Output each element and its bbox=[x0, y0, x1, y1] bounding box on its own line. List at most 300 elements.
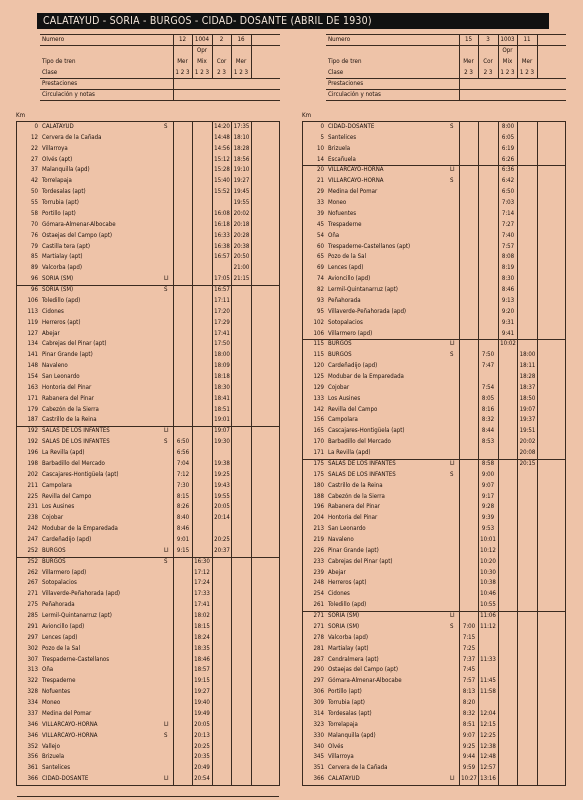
table-row bbox=[17, 437, 279, 448]
header-label: Prestaciones bbox=[328, 80, 364, 87]
time-cell: 9:31 bbox=[501, 318, 515, 326]
table-row bbox=[17, 220, 279, 231]
station-cell: Moneo bbox=[328, 199, 347, 207]
table-row bbox=[303, 263, 565, 274]
flag-cell: S bbox=[450, 470, 454, 478]
time-cell: 16:57 bbox=[214, 253, 230, 261]
time-cell: 7:57 bbox=[462, 677, 476, 685]
station-cell: Brizuela bbox=[328, 144, 351, 152]
time-cell: 7:57 bbox=[501, 242, 515, 250]
km-cell: 188 bbox=[313, 492, 324, 500]
time-cell: 15:12 bbox=[214, 155, 230, 163]
header-cell: Mer bbox=[521, 58, 533, 65]
station-cell: Villarroya bbox=[42, 144, 68, 152]
time-cell: 18:56 bbox=[233, 155, 250, 163]
column-divider bbox=[459, 34, 460, 100]
time-cell: 19:55 bbox=[233, 199, 250, 207]
km-cell: 242 bbox=[27, 525, 38, 533]
time-cell: 20:02 bbox=[519, 438, 536, 446]
station-cell: Navaleno bbox=[328, 536, 354, 544]
time-cell: 7:47 bbox=[481, 362, 495, 370]
km-cell: 171 bbox=[27, 394, 38, 402]
header-label: Tipo de tren bbox=[42, 58, 76, 65]
table-row bbox=[303, 589, 565, 600]
km-cell: 12 bbox=[31, 133, 38, 141]
station-cell: Navaleno bbox=[42, 362, 68, 370]
table-row bbox=[303, 502, 565, 513]
table-row bbox=[17, 285, 279, 296]
table-row bbox=[303, 220, 565, 231]
time-cell: 12:15 bbox=[480, 720, 496, 728]
time-cell: 8:46 bbox=[501, 286, 515, 294]
section-divider bbox=[17, 426, 279, 427]
left-timetable bbox=[16, 34, 280, 786]
km-cell: 225 bbox=[27, 492, 38, 500]
km-cell: 290 bbox=[313, 666, 324, 674]
station-cell: Brizuela bbox=[42, 753, 65, 761]
km-cell: 192 bbox=[27, 427, 38, 435]
time-cell: 14:56 bbox=[214, 144, 230, 152]
km-cell: 58 bbox=[31, 209, 38, 217]
header-row bbox=[302, 89, 566, 100]
time-cell: 17:41 bbox=[214, 329, 230, 337]
table-row bbox=[303, 611, 565, 622]
table-row bbox=[17, 568, 279, 579]
km-cell: 302 bbox=[27, 644, 38, 652]
station-cell: Abejar bbox=[42, 329, 60, 337]
station-cell: BURGOS bbox=[328, 340, 352, 348]
time-cell: 20:02 bbox=[233, 209, 250, 217]
station-cell: Olvés bbox=[328, 742, 344, 750]
time-cell: 17:50 bbox=[214, 340, 230, 348]
station-cell: Trespaderne-Castellanos bbox=[42, 655, 110, 663]
table-row bbox=[17, 731, 279, 742]
station-cell: Nofuentes bbox=[42, 688, 71, 696]
table-row bbox=[17, 546, 279, 557]
table-row bbox=[17, 155, 279, 166]
header-cell: 15 bbox=[464, 36, 473, 43]
station-cell: Villarmero (apd) bbox=[42, 568, 87, 576]
station-cell: Abejar bbox=[328, 568, 346, 576]
table-row bbox=[303, 470, 565, 481]
table-row bbox=[17, 296, 279, 307]
time-cell: 18:11 bbox=[519, 362, 536, 370]
km-cell: 163 bbox=[27, 383, 38, 391]
time-cell: 8:51 bbox=[462, 720, 476, 728]
flag-cell: S bbox=[450, 351, 454, 359]
station-cell: BURGOS bbox=[42, 546, 66, 554]
time-cell: 8:13 bbox=[462, 688, 476, 696]
km-cell: 328 bbox=[27, 688, 38, 696]
time-cell: 18:51 bbox=[214, 405, 230, 413]
km-cell: 69 bbox=[317, 264, 324, 272]
km-cell: 156 bbox=[313, 416, 324, 424]
time-cell: 18:00 bbox=[519, 351, 536, 359]
time-cell: 12:57 bbox=[480, 764, 496, 772]
station-cell: Valcorba (apd) bbox=[42, 264, 82, 272]
km-cell: 361 bbox=[27, 764, 38, 772]
station-cell: Los Ausines bbox=[42, 503, 75, 511]
station-cell: Rabanera del Pinar bbox=[42, 394, 94, 402]
table-row bbox=[303, 394, 565, 405]
table-row bbox=[303, 655, 565, 666]
header-cell: 1 2 3 bbox=[233, 69, 249, 76]
station-cell: Villaverde-Peñahorada (apd) bbox=[328, 307, 407, 315]
time-cell: 19:43 bbox=[214, 481, 230, 489]
section-divider bbox=[303, 165, 565, 166]
header-label: Numero bbox=[328, 36, 351, 43]
table-row bbox=[17, 383, 279, 394]
table-row bbox=[17, 415, 279, 426]
station-cell: Herreros (apt) bbox=[42, 318, 81, 326]
time-cell: 18:10 bbox=[233, 133, 250, 141]
station-cell: Santelices bbox=[328, 133, 357, 141]
table-row bbox=[303, 307, 565, 318]
table-row bbox=[17, 187, 279, 198]
time-cell: 18:50 bbox=[519, 394, 536, 402]
header-cell: Cor bbox=[483, 58, 493, 65]
km-cell: 115 bbox=[313, 340, 324, 348]
time-cell: 7:03 bbox=[501, 199, 515, 207]
time-cell: 8:15 bbox=[176, 492, 190, 500]
flag-cell: LI bbox=[450, 459, 455, 467]
station-cell: Medina del Pomar bbox=[42, 709, 92, 717]
time-cell: 18:30 bbox=[214, 383, 230, 391]
km-cell: 345 bbox=[313, 753, 324, 761]
km-cell: 213 bbox=[313, 525, 324, 533]
time-cell: 10:02 bbox=[500, 340, 516, 348]
km-cell: 278 bbox=[313, 633, 324, 641]
table-row bbox=[303, 144, 565, 155]
station-cell: Los Ausines bbox=[328, 394, 361, 402]
km-cell: 356 bbox=[27, 753, 38, 761]
time-cell: 20:28 bbox=[233, 231, 250, 239]
time-cell: 7:00 bbox=[462, 622, 476, 630]
km-cell: 287 bbox=[313, 655, 324, 663]
table-row bbox=[303, 633, 565, 644]
time-cell: 7:27 bbox=[501, 220, 515, 228]
station-cell: Revilla del Campo bbox=[328, 405, 378, 413]
time-cell: 6:42 bbox=[501, 177, 515, 185]
km-cell: 148 bbox=[27, 362, 38, 370]
flag-cell: LI bbox=[164, 720, 169, 728]
station-cell: Santelices bbox=[42, 764, 71, 772]
section-divider bbox=[303, 339, 565, 340]
table-row bbox=[17, 361, 279, 372]
table-row bbox=[17, 133, 279, 144]
station-cell: Portillo (apt) bbox=[328, 688, 362, 696]
station-cell: Olvés (apt) bbox=[42, 155, 73, 163]
header-cell: 2 3 bbox=[483, 69, 493, 76]
km-cell: 170 bbox=[313, 438, 324, 446]
flag-cell: LI bbox=[164, 775, 169, 783]
station-cell: VILLARCAYO-HORNA bbox=[42, 720, 98, 728]
table-row bbox=[303, 481, 565, 492]
km-cell: 119 bbox=[27, 318, 38, 326]
km-cell: 37 bbox=[31, 166, 38, 174]
station-cell: SALAS DE LOS INFANTES bbox=[328, 459, 396, 467]
time-cell: 12:38 bbox=[480, 742, 496, 750]
km-cell: 275 bbox=[27, 601, 38, 609]
table-row bbox=[17, 600, 279, 611]
table-row bbox=[17, 752, 279, 763]
km-cell: 20 bbox=[317, 166, 324, 174]
table-row bbox=[303, 426, 565, 437]
time-cell: 8:00 bbox=[501, 123, 515, 130]
km-cell: 252 bbox=[27, 557, 38, 565]
time-cell: 15:40 bbox=[214, 177, 230, 185]
table-row bbox=[303, 296, 565, 307]
time-cell: 20:38 bbox=[233, 242, 250, 250]
station-cell: Valcorba (apd) bbox=[328, 633, 368, 641]
km-cell: 141 bbox=[27, 351, 38, 359]
station-cell: SORIA (SM) bbox=[328, 622, 360, 630]
table-row bbox=[303, 155, 565, 166]
time-cell: 20:50 bbox=[233, 253, 250, 261]
time-cell: 18:35 bbox=[194, 644, 210, 652]
time-cell: 7:54 bbox=[481, 383, 495, 391]
km-cell: 198 bbox=[27, 459, 38, 467]
time-cell: 9:01 bbox=[176, 536, 190, 544]
km-cell: 125 bbox=[313, 372, 324, 380]
km-cell: 106 bbox=[27, 296, 38, 304]
km-cell: 0 bbox=[320, 123, 324, 130]
km-cell: 50 bbox=[31, 188, 38, 196]
time-cell: 16:08 bbox=[214, 209, 230, 217]
station-cell: La Revilla (apd) bbox=[42, 449, 85, 457]
time-cell: 7:40 bbox=[501, 231, 515, 239]
time-cell: 19:55 bbox=[214, 492, 230, 500]
time-cell: 20:25 bbox=[194, 742, 210, 750]
station-cell: Cabrejas del Pinar (apt) bbox=[42, 340, 107, 348]
header-row bbox=[302, 78, 566, 89]
station-cell: Oña bbox=[328, 231, 340, 239]
table-row bbox=[303, 742, 565, 753]
km-cell: 306 bbox=[313, 688, 324, 696]
time-cell: 8:44 bbox=[481, 427, 495, 435]
table-row bbox=[303, 361, 565, 372]
km-cell: 76 bbox=[31, 231, 38, 239]
section-divider bbox=[303, 459, 565, 460]
station-cell: Castilla tera (apt) bbox=[42, 242, 91, 250]
header-cell: 1 2 3 bbox=[500, 69, 515, 76]
time-cell: 8:08 bbox=[501, 253, 515, 261]
flag-cell: LI bbox=[164, 427, 169, 435]
column-divider bbox=[192, 34, 193, 78]
time-cell: 20:13 bbox=[194, 731, 210, 739]
table-row bbox=[17, 589, 279, 600]
time-cell: 9:39 bbox=[481, 514, 495, 522]
rule bbox=[326, 89, 566, 90]
station-cell: Cervera de la Cañada bbox=[328, 764, 388, 772]
time-cell: 20:08 bbox=[519, 449, 536, 457]
table-row bbox=[17, 492, 279, 503]
km-cell: 192 bbox=[27, 438, 38, 446]
km-cell: 96 bbox=[31, 275, 38, 283]
time-cell: 19:45 bbox=[233, 188, 250, 196]
flag-cell: S bbox=[164, 438, 168, 446]
table-row bbox=[17, 122, 279, 133]
station-cell: San Leonardo bbox=[42, 372, 80, 380]
time-cell: 18:28 bbox=[519, 372, 536, 380]
time-cell: 7:12 bbox=[176, 470, 190, 478]
table-row bbox=[303, 763, 565, 774]
time-cell: 16:18 bbox=[214, 220, 230, 228]
table-row bbox=[303, 720, 565, 731]
km-cell: 297 bbox=[27, 633, 38, 641]
station-cell: Pozo de la Sal bbox=[42, 644, 80, 652]
time-cell: 20:35 bbox=[194, 753, 210, 761]
km-cell: 196 bbox=[313, 503, 324, 511]
time-cell: 18:46 bbox=[194, 655, 210, 663]
table-row bbox=[303, 568, 565, 579]
km-cell: 262 bbox=[27, 568, 38, 576]
station-cell: Modubar de la Emparedada bbox=[328, 372, 404, 380]
time-cell: 9:41 bbox=[501, 329, 515, 337]
time-cell: 18:09 bbox=[214, 362, 230, 370]
table-row bbox=[303, 133, 565, 144]
table-row bbox=[303, 731, 565, 742]
km-cell: 89 bbox=[31, 264, 38, 272]
station-cell: CIDAD-DOSANTE bbox=[42, 775, 89, 783]
km-cell: 70 bbox=[31, 220, 38, 228]
header-cell: 12 bbox=[178, 36, 187, 43]
table-row bbox=[303, 644, 565, 655]
time-cell: 17:11 bbox=[214, 296, 230, 304]
time-cell: 8:40 bbox=[176, 514, 190, 522]
header-cell: 1 2 3 bbox=[519, 69, 535, 76]
rule bbox=[40, 89, 280, 90]
time-cell: 13:16 bbox=[480, 775, 496, 783]
station-cell: CALATAYUD bbox=[42, 123, 74, 130]
flag-cell: S bbox=[164, 286, 168, 294]
km-cell: 39 bbox=[317, 209, 324, 217]
table-row bbox=[17, 557, 279, 568]
time-cell: 8:20 bbox=[462, 699, 476, 707]
table-row bbox=[303, 622, 565, 633]
time-cell: 17:12 bbox=[194, 568, 210, 576]
station-cell: Modubar de la Emparedada bbox=[42, 525, 118, 533]
km-cell: 366 bbox=[313, 775, 324, 783]
station-cell: Torrubia (apt) bbox=[328, 699, 365, 707]
time-cell: 6:26 bbox=[501, 155, 515, 163]
km-cell: 233 bbox=[313, 557, 324, 565]
km-cell: 142 bbox=[313, 405, 324, 413]
table-row bbox=[303, 209, 565, 220]
time-cell: 21:15 bbox=[233, 275, 250, 283]
time-cell: 17:35 bbox=[233, 123, 250, 130]
time-cell: 9:59 bbox=[462, 764, 476, 772]
table-row bbox=[303, 176, 565, 187]
table-row bbox=[17, 231, 279, 242]
station-cell: Martialay (apt) bbox=[42, 253, 83, 261]
km-cell: 55 bbox=[31, 199, 38, 207]
station-cell: SALAS DE LOS INFANTES bbox=[42, 427, 110, 435]
table-row bbox=[17, 394, 279, 405]
time-cell: 11:58 bbox=[480, 688, 496, 696]
flag-cell: LI bbox=[450, 166, 455, 174]
time-cell: 7:25 bbox=[462, 644, 476, 652]
header-cell: 16 bbox=[237, 36, 245, 43]
time-cell: 9:44 bbox=[462, 753, 476, 761]
table-row bbox=[303, 318, 565, 329]
table-row bbox=[303, 231, 565, 242]
table-row bbox=[17, 339, 279, 350]
time-cell: 8:16 bbox=[481, 405, 495, 413]
header-cell: Mer bbox=[235, 58, 247, 65]
km-cell: 307 bbox=[27, 655, 38, 663]
km-cell: 106 bbox=[313, 329, 324, 337]
time-cell: 7:37 bbox=[462, 655, 476, 663]
time-cell: 19:07 bbox=[519, 405, 536, 413]
km-cell: 322 bbox=[27, 677, 38, 685]
km-cell: 54 bbox=[317, 231, 324, 239]
table-row bbox=[17, 426, 279, 437]
station-cell: Trespaderne bbox=[42, 677, 76, 685]
table-row bbox=[303, 492, 565, 503]
km-cell: 352 bbox=[27, 742, 38, 750]
km-cell: 14 bbox=[317, 155, 324, 163]
table-row bbox=[303, 187, 565, 198]
time-cell: 8:58 bbox=[481, 459, 495, 467]
km-cell: 334 bbox=[27, 699, 38, 707]
km-cell: 226 bbox=[313, 546, 324, 554]
flag-cell: S bbox=[450, 123, 454, 130]
km-cell: 271 bbox=[313, 612, 324, 620]
table-row bbox=[303, 198, 565, 209]
station-cell: Hontoria del Pinar bbox=[328, 514, 378, 522]
table-row bbox=[17, 459, 279, 470]
table-row bbox=[303, 405, 565, 416]
km-cell: 113 bbox=[27, 307, 38, 315]
rule bbox=[326, 78, 566, 79]
km-cell: 45 bbox=[317, 220, 324, 228]
rule bbox=[40, 78, 280, 79]
station-cell: Campolara bbox=[328, 416, 358, 424]
km-cell: 239 bbox=[313, 568, 324, 576]
km-cell: 102 bbox=[313, 318, 324, 326]
time-cell: 19:01 bbox=[214, 416, 230, 424]
km-cell: 127 bbox=[27, 329, 38, 337]
station-cell: La Revilla (apd) bbox=[328, 449, 371, 457]
time-cell: 16:30 bbox=[194, 557, 210, 565]
header-cell: Mix bbox=[502, 58, 513, 65]
header-row bbox=[302, 45, 566, 56]
header-cell: 1004 bbox=[194, 36, 210, 43]
time-cell: 11:45 bbox=[480, 677, 496, 685]
station-cell: Rabanera del Pinar bbox=[328, 503, 380, 511]
flag-cell: S bbox=[164, 123, 168, 130]
flag-cell: S bbox=[450, 622, 454, 630]
station-cell: Cascajares-Hontigüela (apt) bbox=[328, 427, 405, 435]
time-cell: 19:38 bbox=[214, 459, 230, 467]
station-cell: Pinar Grande (apt) bbox=[328, 546, 379, 554]
station-cell: Lences (apd) bbox=[42, 633, 78, 641]
time-cell: 14:48 bbox=[214, 133, 230, 141]
km-cell: 96 bbox=[31, 286, 38, 294]
km-cell: 261 bbox=[313, 601, 324, 609]
km-cell: 180 bbox=[313, 481, 324, 489]
station-cell: Lermil-Quintanarruz (apt) bbox=[42, 612, 112, 620]
station-cell: Cascajares-Hontigüela (apt) bbox=[42, 470, 119, 478]
column-divider bbox=[498, 34, 499, 78]
km-cell: 179 bbox=[27, 405, 38, 413]
km-cell: 115 bbox=[313, 351, 324, 359]
time-cell: 19:07 bbox=[214, 427, 230, 435]
station-cell: Tordesalas (apt) bbox=[42, 188, 86, 196]
time-cell: 18:15 bbox=[194, 622, 210, 630]
time-cell: 9:20 bbox=[501, 307, 515, 315]
